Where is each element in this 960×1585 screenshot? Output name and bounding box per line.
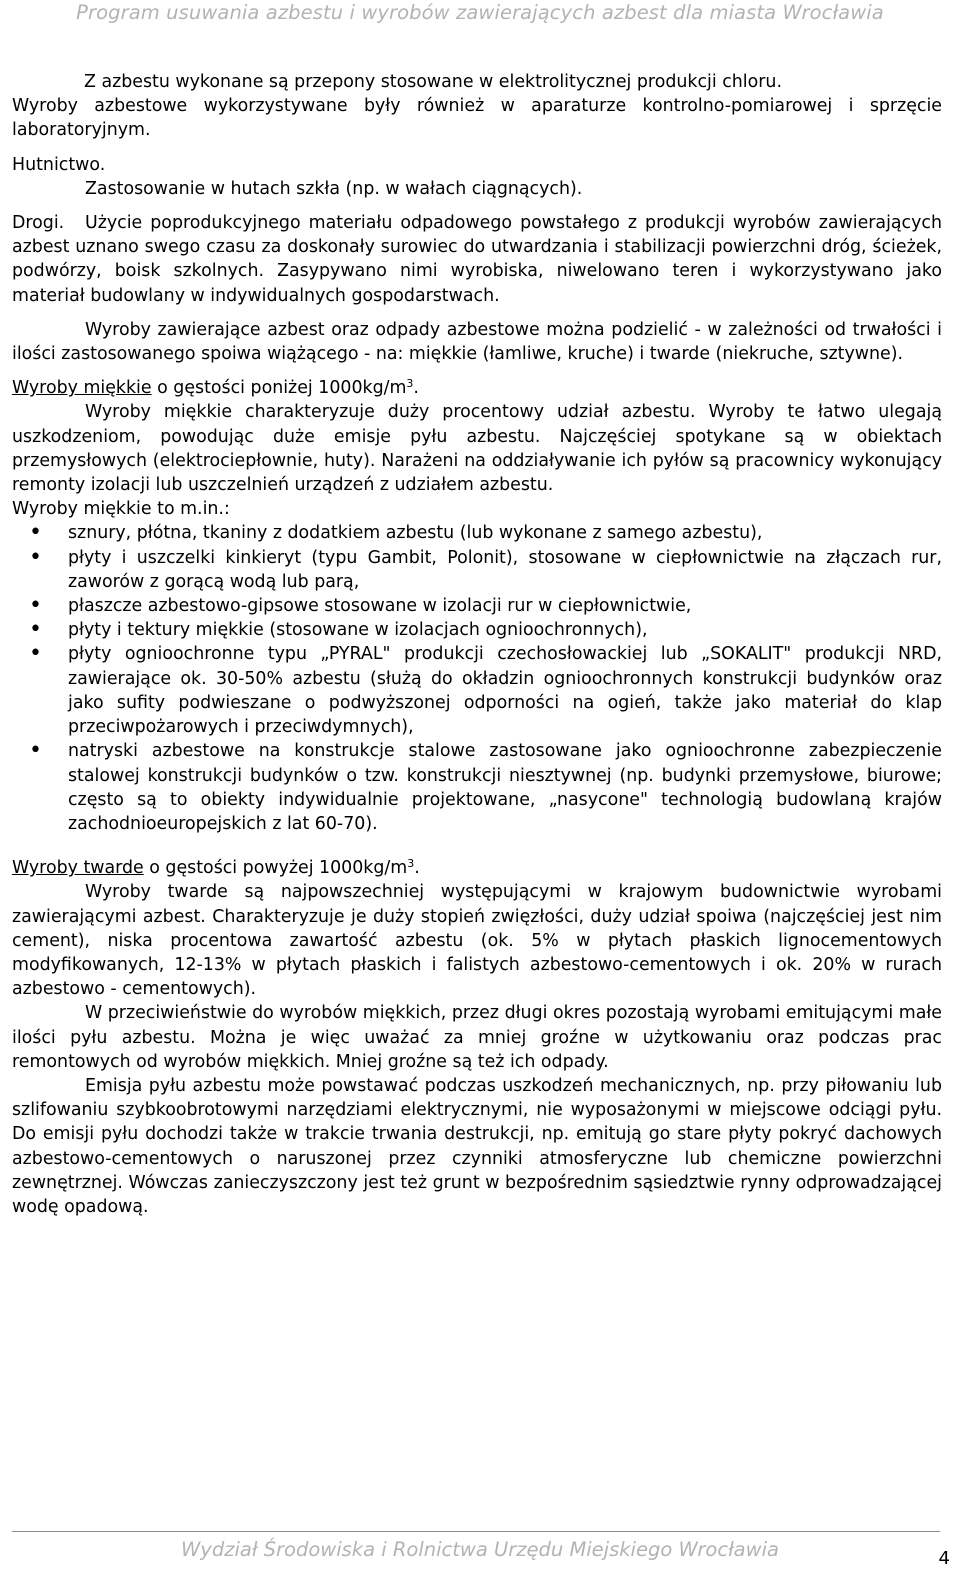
list-item: • płaszcze azbestowo-gipsowe stosowane w izolacji rur w ciepłownictwie, bbox=[12, 594, 942, 618]
intro-line-1: Z azbestu wykonane są przepony stosowane w elektrolitycznej produkcji chloru. bbox=[84, 72, 782, 92]
list-item: • natryski azbestowe na konstrukcje stalowe zastosowane jako ognioochronne zabezpieczenie stalowej konstrukcji budynków o tzw. konstrukcji niesztywnej (np. budynki przemysłowe, biurowe; często są to obiekty indywidualnie projektowane, „nasycone" technologią budowlaną krajów zachodnioeuropejskich z lat 60-70). bbox=[12, 739, 942, 836]
list-item: • sznury, płótna, tkaniny z dodatkiem azbestu (lub wykonane z samego azbestu), bbox=[12, 521, 942, 545]
soft-products-list bbox=[12, 521, 942, 836]
drogi-text: Użycie poprodukcyjnego materiału odpadowego powstałego z produkcji wyrobów zawierających azbest uznano swego czasu za doskonały surowiec do utwardzania i stabilizacji powierzchni dróg, ścieżek, podwórzy, boisk szkolnych. Zasypywano nimi wyrobiska, niwelowano teren i wykorzystywano jako materiał budowlany w indywidualnych gospodarstwach. bbox=[12, 213, 942, 306]
hard-products-paragraph-1: Wyroby twarde są najpowszechniej występującymi w krajowym budownictwie wyrobami zawierającymi azbest. Charakteryzuje je duży stopień zwięzłości, duży udział spoiwa (najczęściej jest nim cement), niska procentowa zawartość azbestu (ok. 5% w płytach płaskich lignocementowych modyfikowanych, 12-13% w płytach płaskich i falistych azbestowo-cementowych i ok. 20% w rurach azbestowo - cementowych). bbox=[12, 882, 942, 1000]
hard-products-paragraph-3: Emisja pyłu azbestu może powstawać podczas uszkodzeń mechanicznych, np. przy piłowaniu lub szlifowaniu szybkoobrotowymi narzędziami elektrycznymi, nie wyposażonymi w miejscowe odciągi pyłu. Do emisji pyłu dochodzi także w trakcie trwania destrukcji, np. emitują go stare płyty pokryć dachowych azbestowo-cementowych o naruszonej przez czynniki atmosferyczne lub chemiczne powierzchni zewnętrznej. Wówczas zanieczyszczony jest też grunt w bezpośrednim sąsiedztwie rynny odprowadzającej wodę opadową. bbox=[12, 1075, 942, 1217]
hard-density-text: o gęstości powyżej 1000kg/m bbox=[143, 858, 408, 879]
soft-density-exponent: 3 bbox=[406, 377, 414, 391]
list-item: • płyty ognioochronne typu „PYRAL" produkcji czechosłowackiej lub „SOKALIT" produkcji NRD, zawierające ok. 30-50% azbestu (służą do okładzin ognioochronnych konstrukcji budynków oraz jako sufity podwieszane o podwyższonej odporności na ogień, także jako materiał do klap przeciwpożarowych i przeciwdymnych), bbox=[12, 642, 942, 739]
soft-density-text: o gęstości poniżej 1000kg/m bbox=[151, 378, 407, 399]
hard-heading-end: . bbox=[414, 858, 420, 879]
soft-products-title: Wyroby miękkie bbox=[12, 378, 152, 399]
hard-products-heading bbox=[12, 856, 942, 880]
section-heading-drogi: Drogi. bbox=[12, 213, 65, 234]
list-item: • płyty i tektury miękkie (stosowane w izolacjach ognioochronnych), bbox=[12, 618, 942, 642]
hard-density-exponent: 3 bbox=[407, 857, 415, 871]
intro-line-2: Wyroby azbestowe wykorzystywane były również w aparaturze kontrolno-pomiarowej i sprzęcie laboratoryjnym. bbox=[12, 96, 942, 141]
soft-list-intro: Wyroby miękkie to m.in.: bbox=[12, 499, 230, 520]
soft-products-heading bbox=[12, 376, 942, 400]
document-body bbox=[12, 70, 942, 1219]
soft-heading-end: . bbox=[413, 378, 419, 399]
soft-products-paragraph: Wyroby miękkie charakteryzuje duży procentowy udział azbestu. Wyroby te łatwo ulegają uszkodzeniom, powodując duże emisje pyłu azbestu. Najczęściej spotykane są w obiektach przemysłowych (elektrociepłownie, huty). Narażeni na oddziaływanie ich pyłów są pracownicy wykonujący remonty izolacji lub uszczelnień urządzeń z udziałem azbestu. bbox=[12, 402, 942, 496]
page-header: Program usuwania azbestu i wyrobów zawierających azbest dla miasta Wrocławia bbox=[76, 1, 884, 24]
section-heading-hutnictwo: Hutnictwo. bbox=[12, 154, 106, 175]
hard-products-title: Wyroby twarde bbox=[12, 858, 144, 879]
hard-products-paragraph-2: W przeciwieństwie do wyrobów miękkich, przez długi okres pozostają wyrobami emitującymi małe ilości pyłu azbestu. Można je więc uważać za mniej groźne w użytkowaniu oraz podczas prac remontowych od wyrobów miękkich. Mniej groźne są też ich odpady. bbox=[12, 1003, 942, 1072]
hutnictwo-text: Zastosowanie w hutach szkła (np. w wałach ciągnących). bbox=[85, 178, 583, 199]
list-item: • płyty i uszczelki kinkieryt (typu Gambit, Polonit), stosowane w ciepłownictwie na złączach rur, zaworów z gorącą wodą lub parą, bbox=[12, 546, 942, 594]
page-footer: Wydział Środowiska i Rolnictwa Urzędu Miejskiego Wrocławia bbox=[181, 1538, 779, 1561]
page-number: 4 bbox=[938, 1548, 950, 1569]
footer-divider bbox=[12, 1531, 940, 1532]
classification-paragraph: Wyroby zawierające azbest oraz odpady azbestowe można podzielić - w zależności od trwałości i ilości zastosowanego spoiwa wiążącego - na: miękkie (łamliwe, kruche) i twarde (niekruche, sztywne). bbox=[12, 319, 942, 365]
